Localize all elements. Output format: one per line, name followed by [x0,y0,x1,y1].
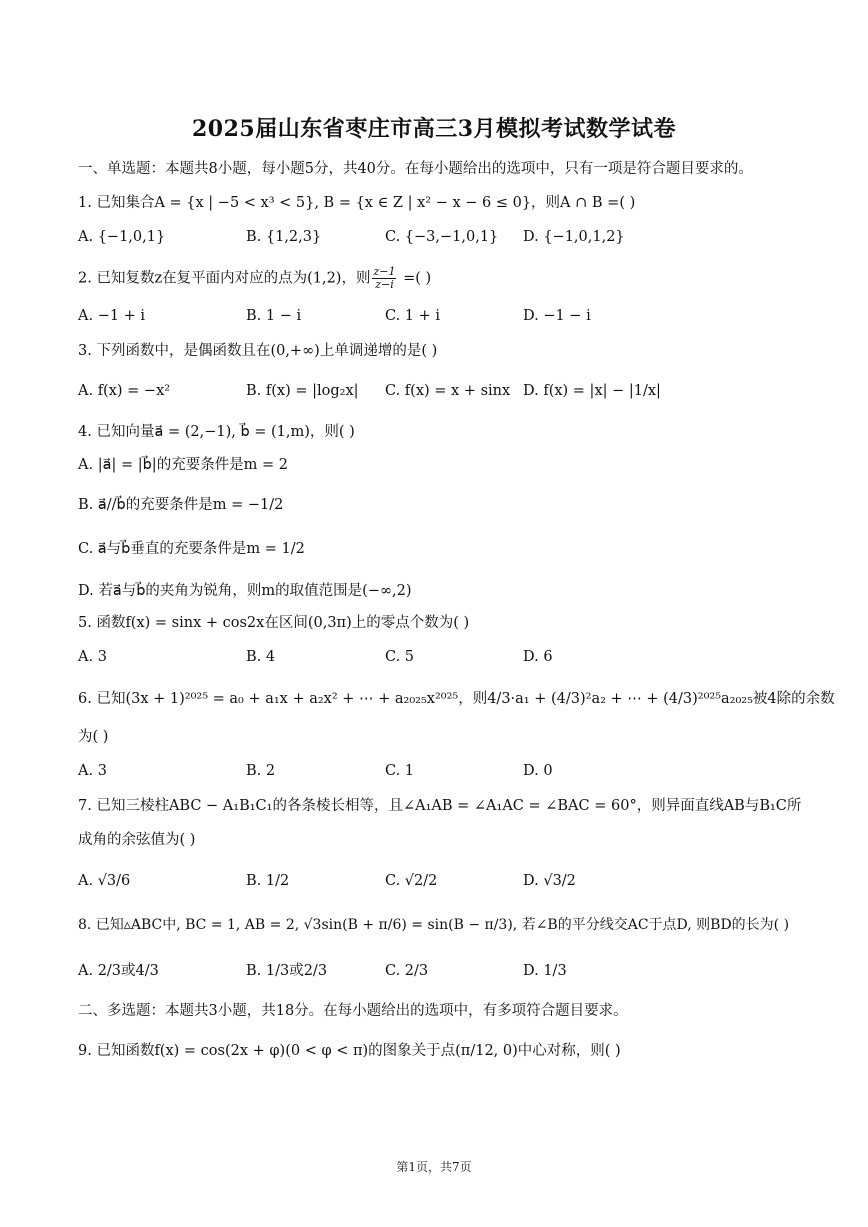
question-6-stem-line-2: 为( ) [78,729,109,745]
option-a: A. {−1,0,1} [78,229,166,245]
question-4-option-d: D. 若a⃗与b⃗的夹角为锐角，则m的取值范围是(−∞,2) [78,583,412,599]
question-7-stem-line-1: 7. 已知三棱柱ABC − A₁B₁C₁的各条棱长相等，且∠A₁AB = ∠A₁AC = ∠BAC = 60°，则异面直线AB与B₁C所 [78,798,802,814]
option-c: C. 2/3 [385,963,429,979]
question-1-options [78,226,798,250]
option-c: C. f(x) = x + sinx [385,383,511,399]
option-a: A. 2/3或4/3 [78,963,159,979]
question-2-text-b: =( ) [398,270,432,287]
option-a: A. 3 [78,763,107,779]
question-9-stem: 9. 已知函数f(x) = cos(2x + φ)(0 < φ < π)的图象关于点(π/12, 0)中心对称，则( ) [78,1043,621,1059]
question-5-options [78,646,798,670]
option-b: B. {1,2,3} [246,229,322,245]
question-7-options [78,870,798,894]
question-7-stem-line-2: 成角的余弦值为( ) [78,832,196,848]
option-d: D. 0 [523,763,553,779]
option-b: B. 1/3或2/3 [246,963,328,979]
question-4-stem: 4. 已知向量a⃗ = (2,−1), b⃗ = (1,m)，则( ) [78,424,355,440]
option-b: B. 2 [246,763,276,779]
option-d: D. 1/3 [523,963,567,979]
option-b: B. 4 [246,649,276,665]
option-c: C. 5 [385,649,415,665]
option-b: B. 1 − i [246,308,302,324]
question-5-stem: 5. 函数f(x) = sinx + cos2x在区间(0,3π)上的零点个数为( ) [78,615,470,631]
option-d: D. f(x) = |x| − |1/x| [523,383,661,399]
option-d: D. {−1,0,1,2} [523,229,625,245]
option-a: A. 3 [78,649,107,665]
question-6-options [78,760,798,784]
option-c: C. √2/2 [385,873,438,889]
question-1-stem: 1. 已知集合A = {x | −5 < x³ < 5}, B = {x ∈ Z | x² − x − 6 ≤ 0}，则A ∩ B =( ) [78,195,636,211]
section-1-heading: 一、单选题：本题共8小题，每小题5分，共40分。在每小题给出的选项中，只有一项是符合题目要求的。 [78,161,753,177]
fraction-denominator: z−i [375,278,394,291]
page-title: 2025届山东省枣庄市高三3月模拟考试数学试卷 [191,116,677,142]
question-3-stem: 3. 下列函数中，是偶函数且在(0,+∞)上单调递增的是( ) [78,343,438,359]
option-c: C. 1 [385,763,415,779]
page-footer: 第1页，共7页 [396,1160,472,1174]
option-b: B. 1/2 [246,873,290,889]
option-d: D. −1 − i [523,308,591,324]
question-2-text-a: 2. 已知复数z在复平面内对应的点为(1,2)，则 [78,270,371,287]
question-3-options [78,380,798,404]
question-4-option-c: C. a⃗与b⃗垂直的充要条件是m = 1/2 [78,541,305,557]
question-2-stem [78,266,431,291]
option-a: A. √3/6 [78,873,131,889]
option-a: A. −1 + i [78,308,146,324]
question-2-options [78,305,798,329]
section-2-heading: 二、多选题：本题共3小题，共18分。在每小题给出的选项中，有多项符合题目要求。 [78,1003,628,1019]
option-a: A. f(x) = −x² [78,383,171,399]
fraction-numerator: z−1 [373,265,396,278]
option-c: C. 1 + i [385,308,441,324]
option-b: B. f(x) = |log₂x| [246,383,359,399]
option-c: C. {−3,−1,0,1} [385,229,499,245]
question-4-option-b: B. a⃗//b⃗的充要条件是m = −1/2 [78,497,284,513]
option-d: D. 6 [523,649,553,665]
option-d: D. √3/2 [523,873,576,889]
question-8-options [78,960,798,984]
question-8-stem: 8. 已知▵ABC中, BC = 1, AB = 2, √3sin(B + π/6) = sin(B − π/3), 若∠B的平分线交AC于点D, 则BD的长为( ) [78,917,790,933]
question-2-fraction [372,266,396,291]
question-4-option-a: A. |a⃗| = |b⃗|的充要条件是m = 2 [78,457,289,473]
question-6-stem-line-1: 6. 已知(3x + 1)²⁰²⁵ = a₀ + a₁x + a₂x² + ⋯ + a₂₀₂₅x²⁰²⁵，则4/3·a₁ + (4/3)²a₂ + ⋯ + (4/3)²⁰²⁵a₂₀₂₅被4除的余数 [78,691,835,707]
